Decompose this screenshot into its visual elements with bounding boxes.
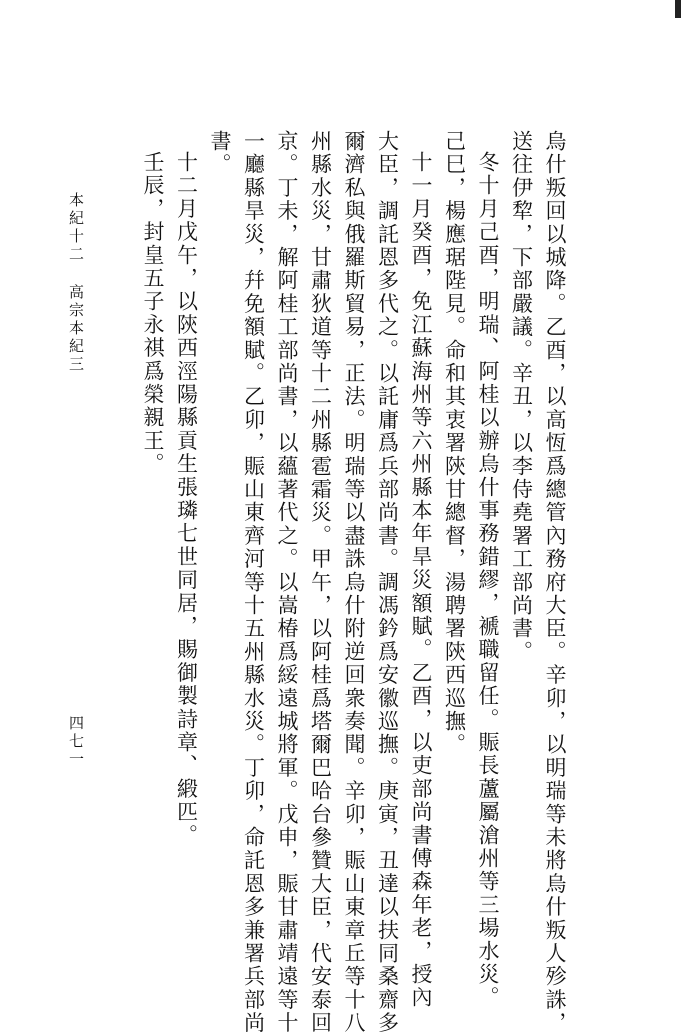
text-column: 書。 <box>208 130 232 177</box>
text-column: 己巳，楊應琚陛見。命和其衷署陝甘總督，湯聘署陝西巡撫。 <box>442 130 467 757</box>
text-column: 烏什叛回以城降。乙酉，以高恆爲總管內務府大臣。辛卯，以明瑞等未將烏什叛人殄誅， <box>543 130 567 1035</box>
text-column: 大臣，調託恩多代之。以託庸爲兵部尚書。調馮鈐爲安徽巡撫。庚寅，丑達以扶同桑齋多 <box>375 130 400 1035</box>
text-column: 京。丁未，解阿桂工部尚書，以蘊著代之。以嵩椿爲綏遠城將軍。戊申，賑甘肅靖遠等十 <box>275 130 299 1035</box>
text-column: 冬十月己酉，明瑞、阿桂以辦烏什事務錯繆，褫職留任。賑長蘆屬滄州等三場水災。 <box>476 151 500 1010</box>
chapter-label: 本紀十二 <box>67 192 85 264</box>
main-text <box>136 130 572 1035</box>
text-column: 爾濟私與俄羅斯貿易，正法。明瑞等以盡誅烏什附逆回衆奏聞。辛卯，賑山東章丘等十八 <box>342 130 366 1035</box>
text-column: 十一月癸酉，免江蘇海州等六州縣本年旱災額賦。乙酉，以吏部尚書傅森年老，授內 <box>409 151 433 1010</box>
text-column: 一廳縣旱災，幷免額賦。乙卯，賑山東齊河等十五州縣水災。丁卯，命託恩多兼署兵部尚 <box>241 130 266 1035</box>
page-corner-mark <box>675 0 681 18</box>
page-number: 四七一 <box>67 715 85 769</box>
text-column: 州縣水災，甘肅狄道等十二州縣雹霜災。甲午，以阿桂爲塔爾巴哈台參贊大臣，代安泰回 <box>308 130 333 1035</box>
text-column: 壬辰，封皇五子永祺爲榮親王。 <box>141 151 165 476</box>
text-column: 十二月戊午，以陝西涇陽縣貢生張璘七世同居，賜御製詩章、緞匹。 <box>174 151 199 847</box>
text-column: 送往伊犂，下部嚴議。辛丑，以李侍堯署工部尚書。 <box>509 130 534 664</box>
running-header <box>68 192 83 374</box>
section-label: 高宗本紀三 <box>67 284 85 374</box>
